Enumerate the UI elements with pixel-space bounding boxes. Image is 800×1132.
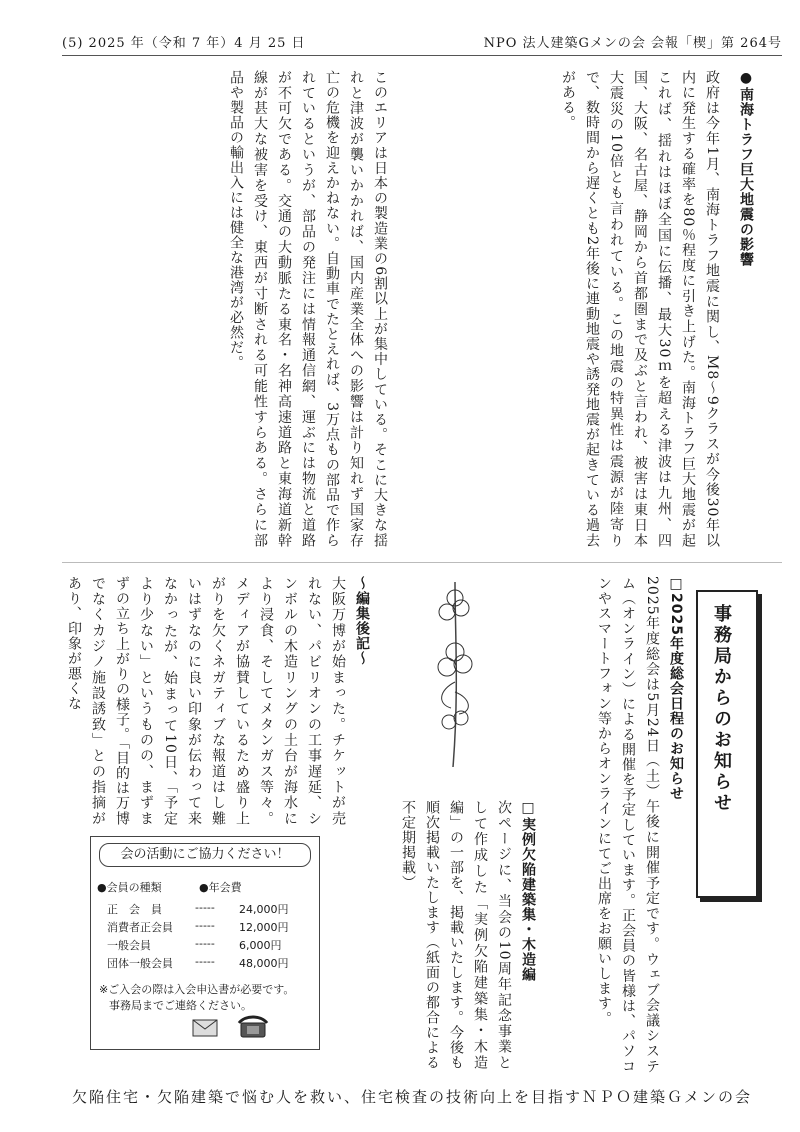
member-row-fee: 24,000円 <box>239 903 289 916</box>
membership-note-1: ※ご入会の際は入会申込書が必要です。 <box>99 983 295 996</box>
notice-item-1-body: 2025年度総会は5月24日（土）午後に開催予定です。ウェブ会議システム（オンライン）による開催を予定しています。正会員の皆様は、パソコンやスマートフォン等からオンラインにてご出席をお願いします。 <box>596 576 660 1074</box>
member-row-dash: ----- <box>195 919 215 932</box>
article-paragraph-1: 政府は今年1月、南海トラフ地震に関し、M8～9クラスが今後30年以内に発生する確率を80％程度に引き上げた。南海トラフ巨大地震が起これば、揺れはほぼ全国に伝播、最大30ｍを超える津波は九州、四国、大阪、名古屋、静岡から首都圏まで及ぶと言われ、被害は東日本大震災の10倍とも言われている。この地震の特異性は震源が陸寄りで、数時間から遅くとも2年後に連動地震や誘発地震が起きている過去がある。 <box>560 70 720 548</box>
notice-box <box>696 590 758 898</box>
member-row-dash: ----- <box>195 955 215 968</box>
member-type-label: ●会員の種類 <box>97 881 162 894</box>
issue-date: (5) 2025 年（令和 7 年）4 月 25 日 <box>62 36 306 51</box>
membership-title: 会の活動にご協力ください！ <box>99 843 311 867</box>
member-row-name: 消費者正会員 <box>107 921 173 934</box>
envelope-icon <box>191 1015 219 1039</box>
notice-item-1-title: □2025年度総会日程のお知らせ <box>668 576 684 801</box>
membership-note-2: 事務局までご連絡ください。 <box>109 999 252 1012</box>
member-row-fee: 6,000円 <box>239 939 282 952</box>
telephone-icon <box>237 1013 269 1039</box>
middle-rule <box>62 562 782 563</box>
article-band <box>62 66 782 552</box>
notice-item-2-body: 次ページに、当会の10周年記念事業として作成した「実例欠陥建築集・木造編」の一部を、掲載いたします。今後も順次掲載いたします（紙面の都合による不定期掲載） <box>400 800 512 1070</box>
member-row-dash: ----- <box>195 937 215 950</box>
header-rule <box>62 55 782 56</box>
flower-ornament-icon <box>425 572 485 772</box>
page-header <box>62 32 782 52</box>
member-row-dash: ----- <box>195 901 215 914</box>
article-paragraph-2: このエリアは日本の製造業の6割以上が集中している。そこに大きな揺れと津波が襲いかかれば、国内産業全体への影響は計り知れず国家存亡の危機を迎えかねない。自動車でたとえれば、3万点もの部品で作られているというが、部品の発注には情報通信網、運ぶには物流と道路が不可欠である。交通の大動脈たる東名・名神高速道路と東海道新幹線が甚大な被害を受け、東西が寸断される可能性すらある。さらに部品や製品の輸出入には健全な港湾が必然だ。 <box>228 70 388 548</box>
editor-note-title: ～編集後記～ <box>354 576 370 666</box>
annual-fee-label: ●年会費 <box>199 881 242 894</box>
notice-item-2 <box>380 800 540 1070</box>
newsletter-title: NPO 法人建築Gメンの会 会報「楔」第 264号 <box>483 36 782 51</box>
member-row-fee: 48,000円 <box>239 957 289 970</box>
membership-box <box>90 836 320 1050</box>
editor-note-body: 大阪万博が始まった。チケットが売れない、パビリオンの工事遅延、シンボルの木造リングの土台が海水により浸食、そしてメタンガス等々。メディアが協賛しているため盛り上がりを欠くネガティブな報道はし難いはずなのに良い印象が伝わって来なかったが、始まって10日、「予定より少ない」というものの、まずまずの立ち上がりの様子。「目的は万博でなくカジノ施設誘致」との指摘があり、印象が悪くな <box>66 576 346 826</box>
notice-box-label: 事務局からのお知らせ <box>711 604 732 814</box>
editor-note <box>62 576 374 826</box>
member-row-name: 正 会 員 <box>107 903 162 916</box>
member-row-name: 団体一般会員 <box>107 957 173 970</box>
notice-item-1 <box>548 576 688 1074</box>
article-title: ●南海トラフ巨大地震の影響 <box>738 70 754 267</box>
member-row-fee: 12,000円 <box>239 921 289 934</box>
footer-slogan: 欠陥住宅・欠陥建築で悩む人を救い、住宅検査の技術向上を目指すＮＰＯ建築Ｇメンの会 <box>71 1088 752 1106</box>
member-row-name: 一般会員 <box>107 939 151 952</box>
notice-item-2-title: □実例欠陥建築集・木造編 <box>520 800 536 982</box>
